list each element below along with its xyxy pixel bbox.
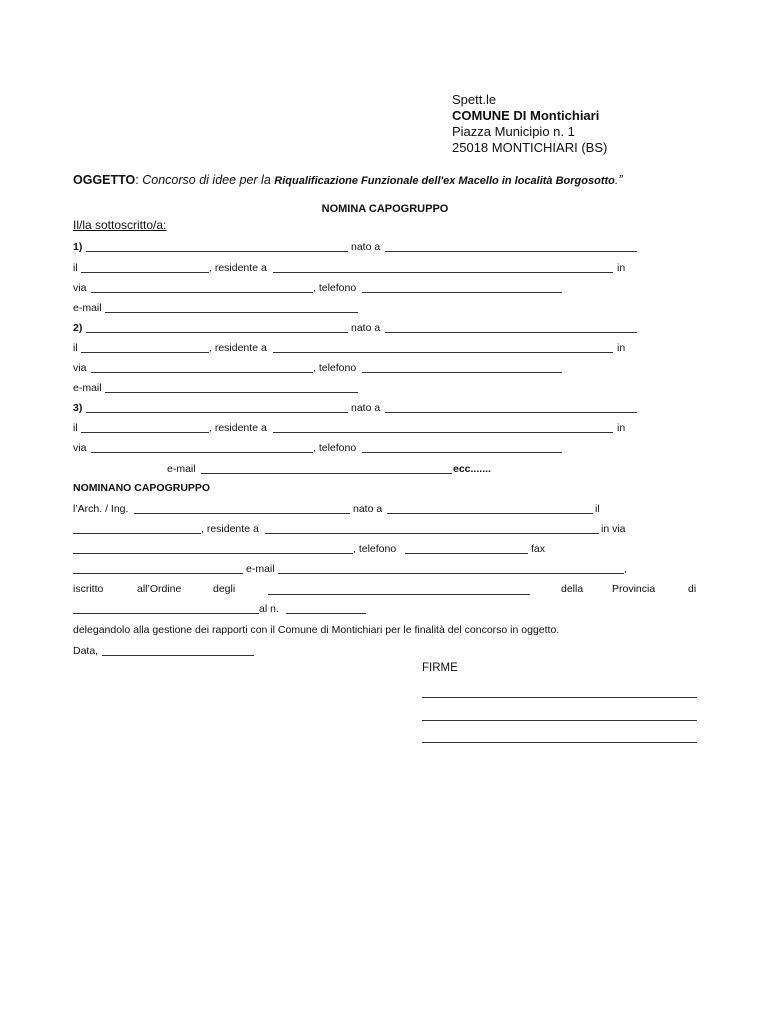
person-1-nato-label: nato a [351,241,381,253]
person-2-name-field[interactable] [86,332,348,333]
person-3-birthdate-field[interactable] [81,432,209,433]
date-field[interactable] [102,655,254,656]
leader-il-label: il [595,503,600,515]
leader-fax-label: fax [531,543,546,555]
person-3-telefono-label: , telefono [313,442,357,454]
person-1-email-field[interactable] [105,312,358,313]
leader-birthdate-field[interactable] [73,533,201,534]
person-1-residente-label: , residente a [209,262,267,274]
signature-line-3[interactable] [422,742,697,743]
person-3-il-label: il [73,422,78,434]
person-3-phone-field[interactable] [362,452,562,453]
leader-email-label: e-mail [246,563,275,575]
person-3-email-field[interactable] [201,473,452,474]
leader-phone-field[interactable] [405,553,528,554]
person-3-in-label: in [617,422,626,434]
person-2-phone-field[interactable] [362,372,562,373]
subject-label: OGGETTO [73,173,136,187]
di-label: di [688,583,697,595]
leader-telefono-label: , telefono [353,543,397,555]
leader-residence-field[interactable] [265,533,599,534]
al-n-label: al n. [259,603,279,615]
addressee-salutation: Spett.le [452,92,497,107]
provincia-label: Provincia [612,583,656,595]
subject-suffix: .” [614,173,623,187]
leader-order-field[interactable] [268,594,530,595]
person-2-residence-field[interactable] [273,352,613,353]
person-3-birthplace-field[interactable] [385,412,637,413]
person-1-telefono-label: , telefono [313,282,357,294]
person-2-birthplace-field[interactable] [385,332,637,333]
person-2-via-label: via [73,362,87,374]
nominano-heading: NOMINANO CAPOGRUPPO [73,482,211,494]
person-3-residence-field[interactable] [273,432,613,433]
leader-nato-label: nato a [353,503,383,515]
person-1-phone-field[interactable] [362,292,562,293]
person-2-nato-label: nato a [351,322,381,334]
person-1-in-label: in [617,262,626,274]
leader-name-field[interactable] [134,513,350,514]
person-3-email-label: e-mail [167,463,196,475]
person-1-via-label: via [73,282,87,294]
leader-fax-field[interactable] [73,573,243,574]
leader-in-via-label: in via [601,523,626,535]
person-3-nato-label: nato a [351,402,381,414]
date-label: Data, [73,645,99,657]
degli-label: degli [213,583,236,595]
person-1-birthplace-field[interactable] [385,251,637,252]
addressee-city: 25018 MONTICHIARI (BS) [452,140,608,155]
subject-prefix: Concorso di idee per la [138,173,275,187]
page-title: NOMINA CAPOGRUPPO [321,203,449,215]
leader-email-field[interactable] [278,573,624,574]
person-1-email-label: e-mail [73,302,102,314]
iscritto-label: iscritto [73,583,104,595]
addressee-name: COMUNE DI Montichiari [452,108,600,123]
person-1-birthdate-field[interactable] [81,272,209,273]
signatures-label: FIRME [422,662,458,674]
subject-line [73,172,623,189]
signature-line-2[interactable] [422,720,697,721]
leader-street-field[interactable] [73,553,353,554]
undersigned-label: Il/la sottoscritto/a: [73,218,167,232]
person-1-name-field[interactable] [86,251,348,252]
person-2-email-field[interactable] [105,392,358,393]
addressee-street: Piazza Municipio n. 1 [452,124,575,139]
leader-birthplace-field[interactable] [387,513,593,514]
person-3-street-field[interactable] [91,452,313,453]
person-2-in-label: in [617,342,626,354]
leader-residente-label: , residente a [201,523,259,535]
person-1-residence-field[interactable] [273,272,613,273]
person-2-email-label: e-mail [73,382,102,394]
person-2-street-field[interactable] [91,372,313,373]
person-2-il-label: il [73,342,78,354]
person-1-number: 1) [73,241,83,253]
ordine-label: all’Ordine [137,583,182,595]
signature-line-1[interactable] [422,697,697,698]
person-2-birthdate-field[interactable] [81,352,209,353]
person-2-number: 2) [73,322,83,334]
person-3-number: 3) [73,402,83,414]
person-3-residente-label: , residente a [209,422,267,434]
subject-title: Riqualificazione Funzionale dell'ex Macello in località Borgosotto [274,175,615,187]
arch-label: l’Arch. / Ing. [73,503,129,515]
leader-email-comma: , [624,563,627,575]
etc-marker: ecc....... [453,463,491,475]
leader-province-field[interactable] [73,613,259,614]
leader-registration-number-field[interactable] [286,613,366,614]
person-2-residente-label: , residente a [209,342,267,354]
delegation-text: delegandolo alla gestione dei rapporti con il Comune di Montichiari per le finalità del concorso in oggetto. [73,624,560,636]
person-3-name-field[interactable] [86,412,348,413]
della-label: della [561,583,584,595]
person-2-telefono-label: , telefono [313,362,357,374]
subject-colon: : [135,173,139,187]
person-1-street-field[interactable] [91,292,313,293]
person-3-via-label: via [73,442,87,454]
person-1-il-label: il [73,262,78,274]
